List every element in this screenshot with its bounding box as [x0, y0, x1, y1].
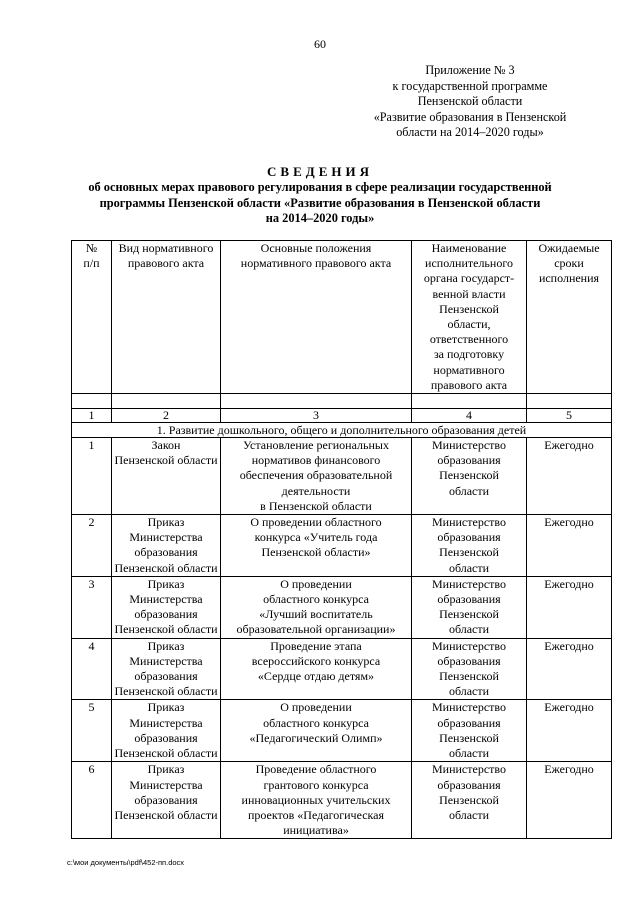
cell-line: Министерства — [129, 653, 203, 668]
footer-file-path: c:\мои документы\pdf\452-пп.docx — [67, 858, 185, 867]
header-line: сроки — [554, 256, 584, 271]
cell-line: Министерство — [432, 638, 506, 653]
header-line: нормативного — [433, 362, 505, 377]
cell-line: Министерства — [129, 715, 203, 730]
subtitle-line: об основных мерах правового регулирования в сфере реализации государственной — [88, 180, 552, 194]
cell-line: образования — [437, 592, 501, 607]
header-line: правового акта — [127, 256, 205, 271]
table-row — [72, 515, 612, 577]
table-header-row — [72, 241, 612, 394]
subtitle-line: на 2014–2020 годы» — [265, 211, 375, 225]
column-number-row — [72, 409, 612, 423]
cell-line: образования — [437, 715, 501, 730]
authority-cell — [412, 638, 527, 700]
spacer-cell — [412, 394, 527, 409]
header-line: исполнительного — [425, 256, 513, 271]
cell-line: в Пензенской области — [260, 498, 372, 513]
cell-line: Приказ — [147, 762, 185, 777]
cell-line: Пензенской области — [114, 622, 218, 637]
table-row — [72, 700, 612, 762]
row-number-cell: 4 — [72, 638, 112, 700]
document-subtitle — [60, 180, 580, 227]
header-line: п/п — [83, 256, 100, 271]
cell-line: Министерства — [129, 530, 203, 545]
spacer-cell — [221, 394, 412, 409]
header-line: нормативного правового акта — [240, 256, 392, 271]
cell-line: Пензенской области» — [261, 545, 371, 560]
appendix-line: «Развитие образования в Пензенской — [373, 109, 567, 124]
act-type-cell — [112, 576, 221, 638]
cell-line: Проведение этапа — [270, 638, 362, 653]
cell-line: образования — [134, 730, 198, 745]
header-line: венной власти — [432, 286, 506, 301]
act-type-cell — [112, 515, 221, 577]
cell-line: образования — [134, 545, 198, 560]
cell-line: Пензенской — [439, 792, 499, 807]
header-cell-provisions — [221, 241, 412, 394]
column-number: 5 — [527, 409, 612, 423]
cell-line: О проведении — [280, 700, 352, 715]
cell-line: Министерство — [432, 762, 506, 777]
cell-line: грантового конкурса — [263, 777, 369, 792]
provisions-cell — [221, 700, 412, 762]
column-number: 3 — [221, 409, 412, 423]
column-number: 4 — [412, 409, 527, 423]
authority-cell — [412, 438, 527, 515]
cell-line: области — [448, 746, 490, 761]
cell-line: областного конкурса — [263, 715, 369, 730]
table-row — [72, 638, 612, 700]
section-title: 1. Развитие дошкольного, общего и дополнительного образования детей — [72, 423, 612, 438]
spacer-cell — [72, 394, 112, 409]
header-line: органа государст- — [423, 271, 515, 286]
table-row — [72, 762, 612, 839]
term-cell: Ежегодно — [527, 438, 612, 515]
cell-line: О проведении — [280, 576, 352, 591]
cell-line: Приказ — [147, 515, 185, 530]
act-type-cell — [112, 638, 221, 700]
header-line: ответственного — [429, 332, 509, 347]
header-line: правового акта — [430, 377, 508, 392]
cell-line: Пензенской области — [114, 684, 218, 699]
cell-line: Пензенской — [439, 607, 499, 622]
header-cell-authority — [412, 241, 527, 394]
cell-line: Пензенской — [439, 545, 499, 560]
cell-line: Приказ — [147, 700, 185, 715]
header-cell-number — [72, 241, 112, 394]
header-line: Вид нормативного — [118, 241, 214, 255]
provisions-cell — [221, 638, 412, 700]
cell-line: Закон — [151, 438, 181, 453]
header-cell-act-type — [112, 241, 221, 394]
column-number: 2 — [112, 409, 221, 423]
cell-line: Пензенской — [439, 468, 499, 483]
cell-line: Министерство — [432, 515, 506, 530]
column-number: 1 — [72, 409, 112, 423]
appendix-block — [360, 63, 580, 141]
cell-line: образования — [134, 607, 198, 622]
cell-line: Пензенской области — [114, 453, 218, 468]
cell-line: Пензенской области — [114, 807, 218, 822]
row-number-cell: 5 — [72, 700, 112, 762]
cell-line: Министерство — [432, 576, 506, 591]
cell-line: инициатива» — [283, 823, 349, 838]
authority-cell — [412, 700, 527, 762]
cell-line: «Лучший воспитатель — [259, 607, 373, 622]
term-cell: Ежегодно — [527, 762, 612, 839]
cell-line: области — [448, 684, 490, 699]
authority-cell — [412, 762, 527, 839]
row-number-cell: 2 — [72, 515, 112, 577]
row-number-cell: 3 — [72, 576, 112, 638]
table-spacer-row — [72, 394, 612, 409]
header-line: за подготовку — [433, 347, 505, 362]
table-row — [72, 438, 612, 515]
cell-line: образования — [134, 669, 198, 684]
provisions-cell — [221, 576, 412, 638]
cell-line: образования — [437, 653, 501, 668]
cell-line: образования — [437, 453, 501, 468]
cell-line: Проведение областного — [255, 762, 377, 777]
cell-line: Пензенской области — [114, 746, 218, 761]
term-cell: Ежегодно — [527, 576, 612, 638]
authority-cell — [412, 515, 527, 577]
cell-line: обеспечения образовательной — [239, 468, 393, 483]
measures-table — [71, 240, 612, 839]
cell-line: Установление региональных — [243, 438, 389, 453]
cell-line: Министерство — [432, 438, 506, 453]
cell-line: «Педагогический Олимп» — [249, 730, 383, 745]
header-line: Наименование — [431, 241, 507, 255]
appendix-line: к государственной программе — [392, 78, 548, 93]
appendix-line: Пензенской области — [417, 94, 523, 109]
term-cell: Ежегодно — [527, 638, 612, 700]
cell-line: Приказ — [147, 638, 185, 653]
cell-line: образования — [134, 792, 198, 807]
cell-line: Министерства — [129, 592, 203, 607]
section-row — [72, 423, 612, 438]
header-line: Ожидаемые — [538, 241, 600, 255]
document-title: СВЕДЕНИЯ — [267, 164, 373, 179]
cell-line: конкурса «Учитель года — [254, 530, 378, 545]
row-number-cell: 6 — [72, 762, 112, 839]
cell-line: инновационных учительских — [241, 792, 391, 807]
act-type-cell — [112, 762, 221, 839]
header-line: Пензенской — [439, 301, 499, 316]
cell-line: области — [448, 807, 490, 822]
provisions-cell — [221, 438, 412, 515]
cell-line: всероссийского конкурса — [251, 653, 381, 668]
cell-line: Приказ — [147, 576, 185, 591]
row-number-cell: 1 — [72, 438, 112, 515]
term-cell: Ежегодно — [527, 700, 612, 762]
cell-line: образования — [437, 777, 501, 792]
cell-line: Министерства — [129, 777, 203, 792]
cell-line: образования — [437, 530, 501, 545]
provisions-cell — [221, 515, 412, 577]
appendix-line: области на 2014–2020 годы» — [396, 125, 544, 140]
cell-line: нормативов финансового — [251, 453, 381, 468]
cell-line: «Сердце отдаю детям» — [257, 669, 375, 684]
header-line: исполнения — [538, 271, 600, 286]
cell-line: деятельности — [281, 483, 351, 498]
subtitle-line: программы Пензенской области «Развитие образования в Пензенской области — [99, 195, 541, 210]
table-body — [72, 438, 612, 839]
authority-cell — [412, 576, 527, 638]
spacer-cell — [112, 394, 221, 409]
act-type-cell — [112, 438, 221, 515]
header-cell-term — [527, 241, 612, 394]
cell-line: области — [448, 622, 490, 637]
table-row — [72, 576, 612, 638]
cell-line: Пензенской области — [114, 560, 218, 575]
cell-line: Пензенской — [439, 730, 499, 745]
appendix-line: Приложение № 3 — [425, 63, 515, 77]
cell-line: Министерство — [432, 700, 506, 715]
header-line: № — [85, 241, 98, 255]
page-number: 60 — [314, 37, 326, 51]
cell-line: области — [448, 560, 490, 575]
spacer-cell — [527, 394, 612, 409]
provisions-cell — [221, 762, 412, 839]
cell-line: образовательной организации» — [236, 622, 396, 637]
cell-line: О проведении областного — [250, 515, 382, 530]
term-cell: Ежегодно — [527, 515, 612, 577]
cell-line: областного конкурса — [263, 592, 369, 607]
header-line: области, — [447, 317, 491, 332]
header-line: Основные положения — [260, 241, 372, 255]
act-type-cell — [112, 700, 221, 762]
cell-line: области — [448, 483, 490, 498]
cell-line: проектов «Педагогическая — [247, 807, 385, 822]
cell-line: Пензенской — [439, 669, 499, 684]
